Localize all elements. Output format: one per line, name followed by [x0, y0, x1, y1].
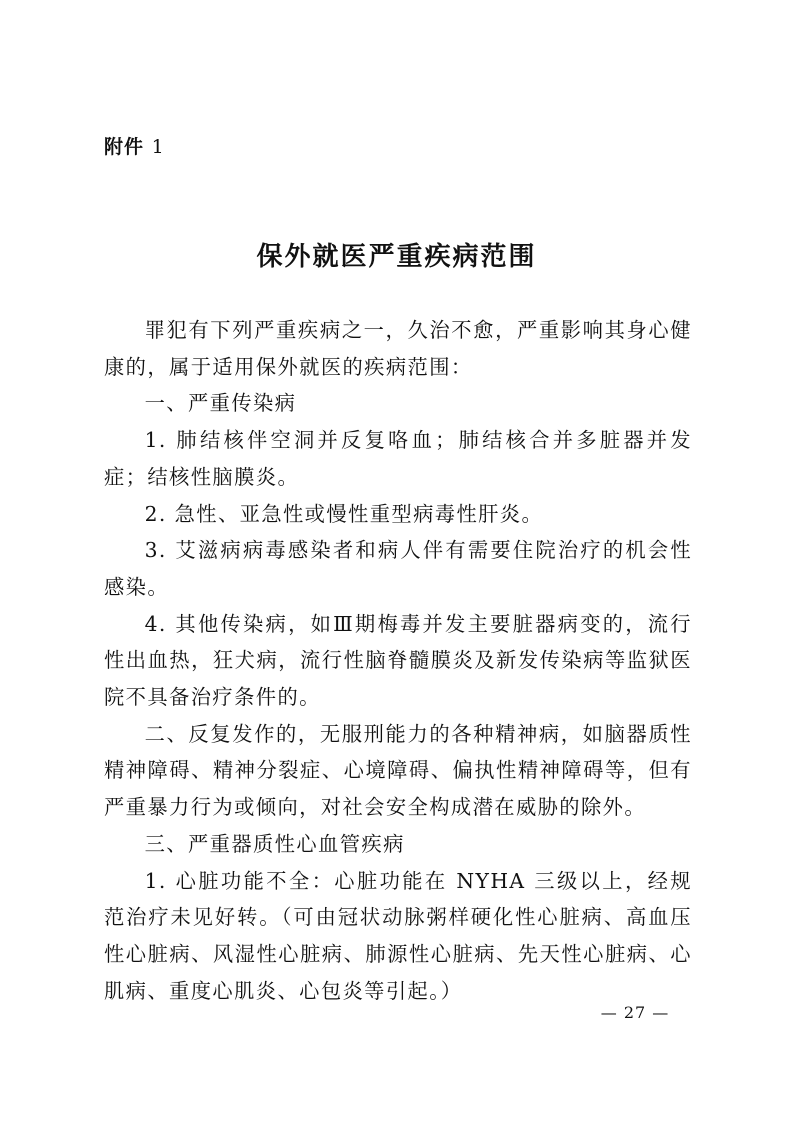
- attachment-word: 附件: [104, 136, 145, 158]
- paragraph-item: 2. 急性、亚急性或慢性重型病毒性肝炎。: [144, 501, 544, 526]
- attachment-label: [104, 132, 165, 159]
- paragraph-intro: 罪犯有下列严重疾病之一，久治不愈，严重影响其身心健康的，属于适用保外就医的疾病范围：: [104, 318, 692, 379]
- paragraph-item: 3. 艾滋病病毒感染者和病人伴有需要住院治疗的机会性感染。: [104, 538, 692, 599]
- section-heading-mental: 二、反复发作的，无服刑能力的各种精神病，如脑器质性精神障碍、精神分裂症、心境障碍、偏执性精神障碍等，但有严重暴力行为或倾向，对社会安全构成潜在威胁的除外。: [104, 721, 692, 820]
- document-body: [104, 312, 692, 1009]
- page-number: — 27 —: [600, 1003, 670, 1022]
- section-heading-infectious: 一、严重传染病: [144, 391, 297, 416]
- paragraph-item: 1. 肺结核伴空洞并反复咯血；肺结核合并多脏器并发症；结核性脑膜炎。: [104, 428, 692, 489]
- paragraph-item: 1. 心脏功能不全：心脏功能在 NYHA 三级以上，经规范治疗未见好转。（可由冠状动脉粥样硬化性心脏病、高血压性心脏病、风湿性心脏病、肺源性心脏病、先天性心脏病、心肌病、重度心肌炎、心包炎等引起。）: [104, 868, 692, 1003]
- document-title: 保外就医严重疾病范围: [256, 242, 537, 272]
- section-heading-cardiovascular: 三、严重器质性心血管疾病: [144, 831, 405, 856]
- paragraph-item: 4. 其他传染病，如Ⅲ期梅毒并发主要脏器病变的，流行性出血热，狂犬病，流行性脑脊髓膜炎及新发传染病等监狱医院不具备治疗条件的。: [104, 611, 692, 710]
- attachment-number: 1: [151, 136, 165, 158]
